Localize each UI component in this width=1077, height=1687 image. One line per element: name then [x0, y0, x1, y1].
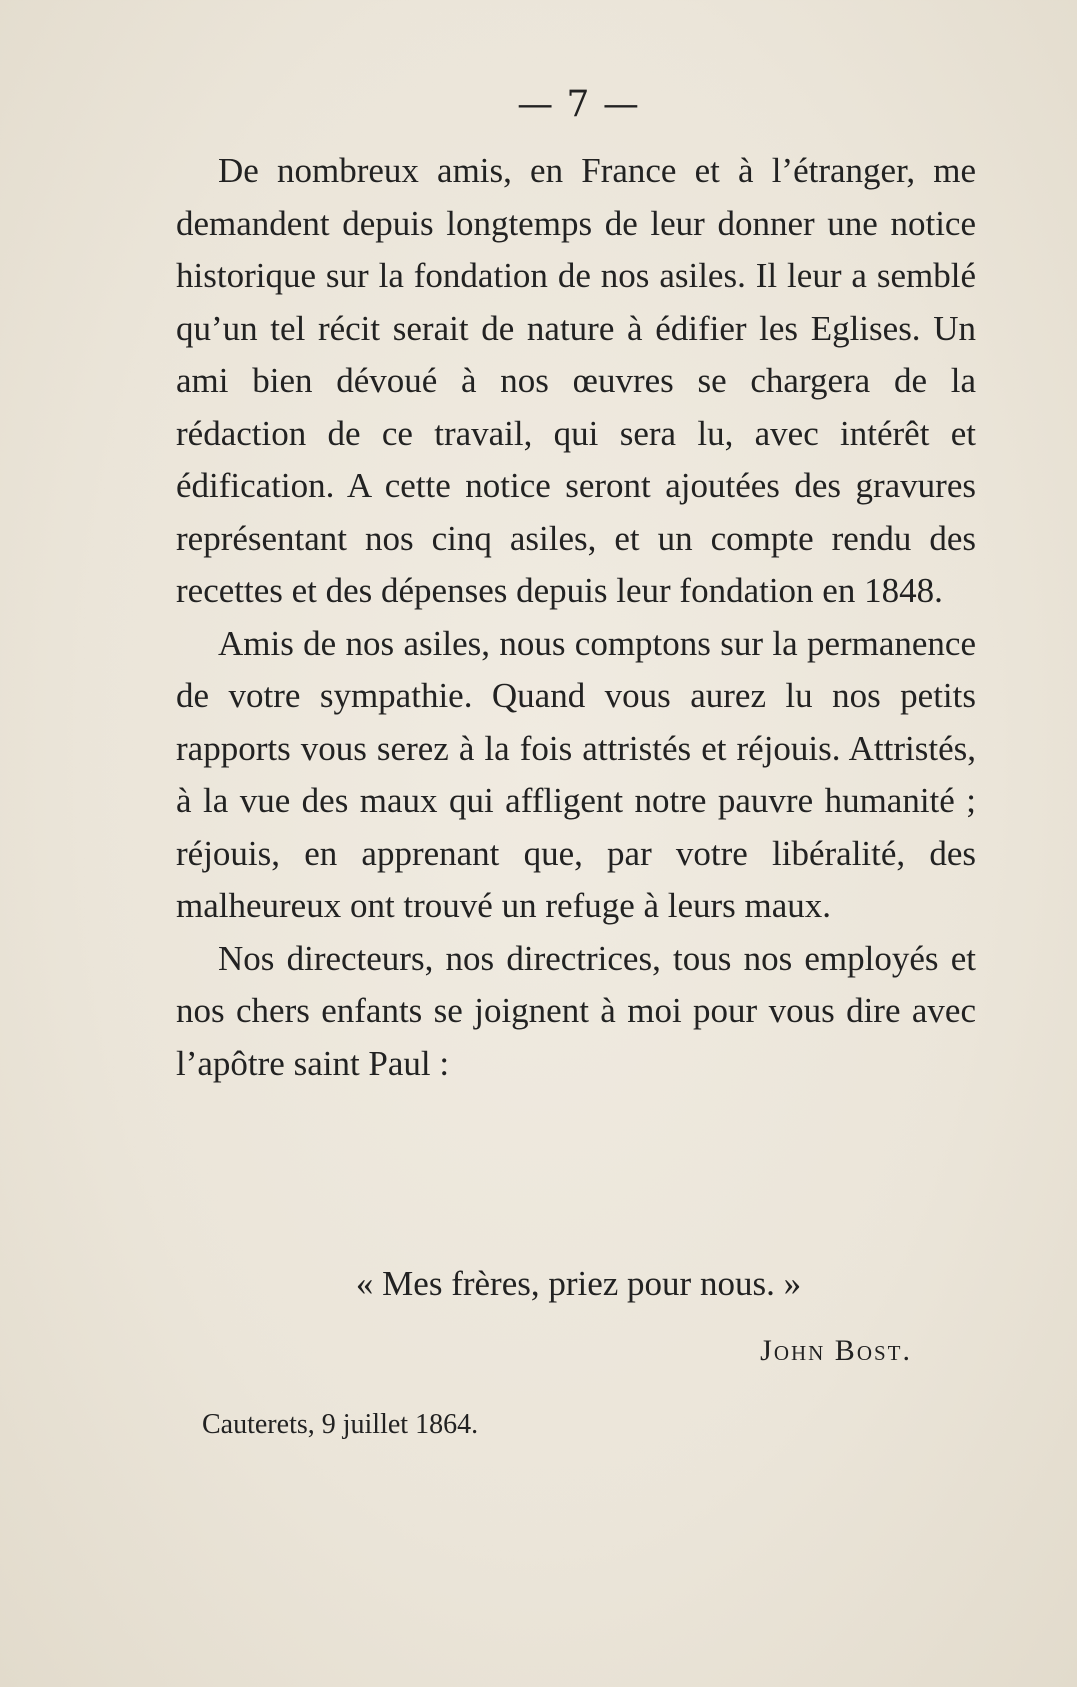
paragraph: De nombreux amis, en France et à l’étranger, me demandent depuis longtemps de leur donner une notice historique sur la fondation de nos asiles. Il leur a semblé qu’un tel récit serait de nature à édifier les Eglises. Un ami bien dévoué à nos œuvres se chargera de la rédaction de ce travail, qui sera lu, avec intérêt et édification. A cette notice seront ajoutées des gravures représentant nos cinq asiles, et un compte rendu des recettes et des dépenses depuis leur fondation en 1848.	[176, 151, 976, 610]
place-date: Cauterets, 9 juillet 1864.	[202, 1409, 479, 1440]
closing-quote: « Mes frères, priez pour nous. »	[355, 1264, 802, 1303]
paragraph: Nos directeurs, nos directrices, tous nos employés et nos chers enfants se joignent à moi pour vous dire avec l’apôtre saint Paul :	[176, 938, 976, 1083]
paragraph: Amis de nos asiles, nous comptons sur la permanence de votre sympathie. Quand vous aurez lu nos petits rapports vous serez à la fois attristés et réjouis. Attristés, à la vue des maux qui affligent notre pauvre humanité ; réjouis, en apprenant que, par votre libéralité, des malheureux ont trouvé un refuge à leurs maux.	[176, 623, 976, 925]
page-number: — 7 —	[517, 84, 640, 125]
signature: John Bost.	[760, 1334, 912, 1367]
body-text	[176, 145, 976, 1090]
